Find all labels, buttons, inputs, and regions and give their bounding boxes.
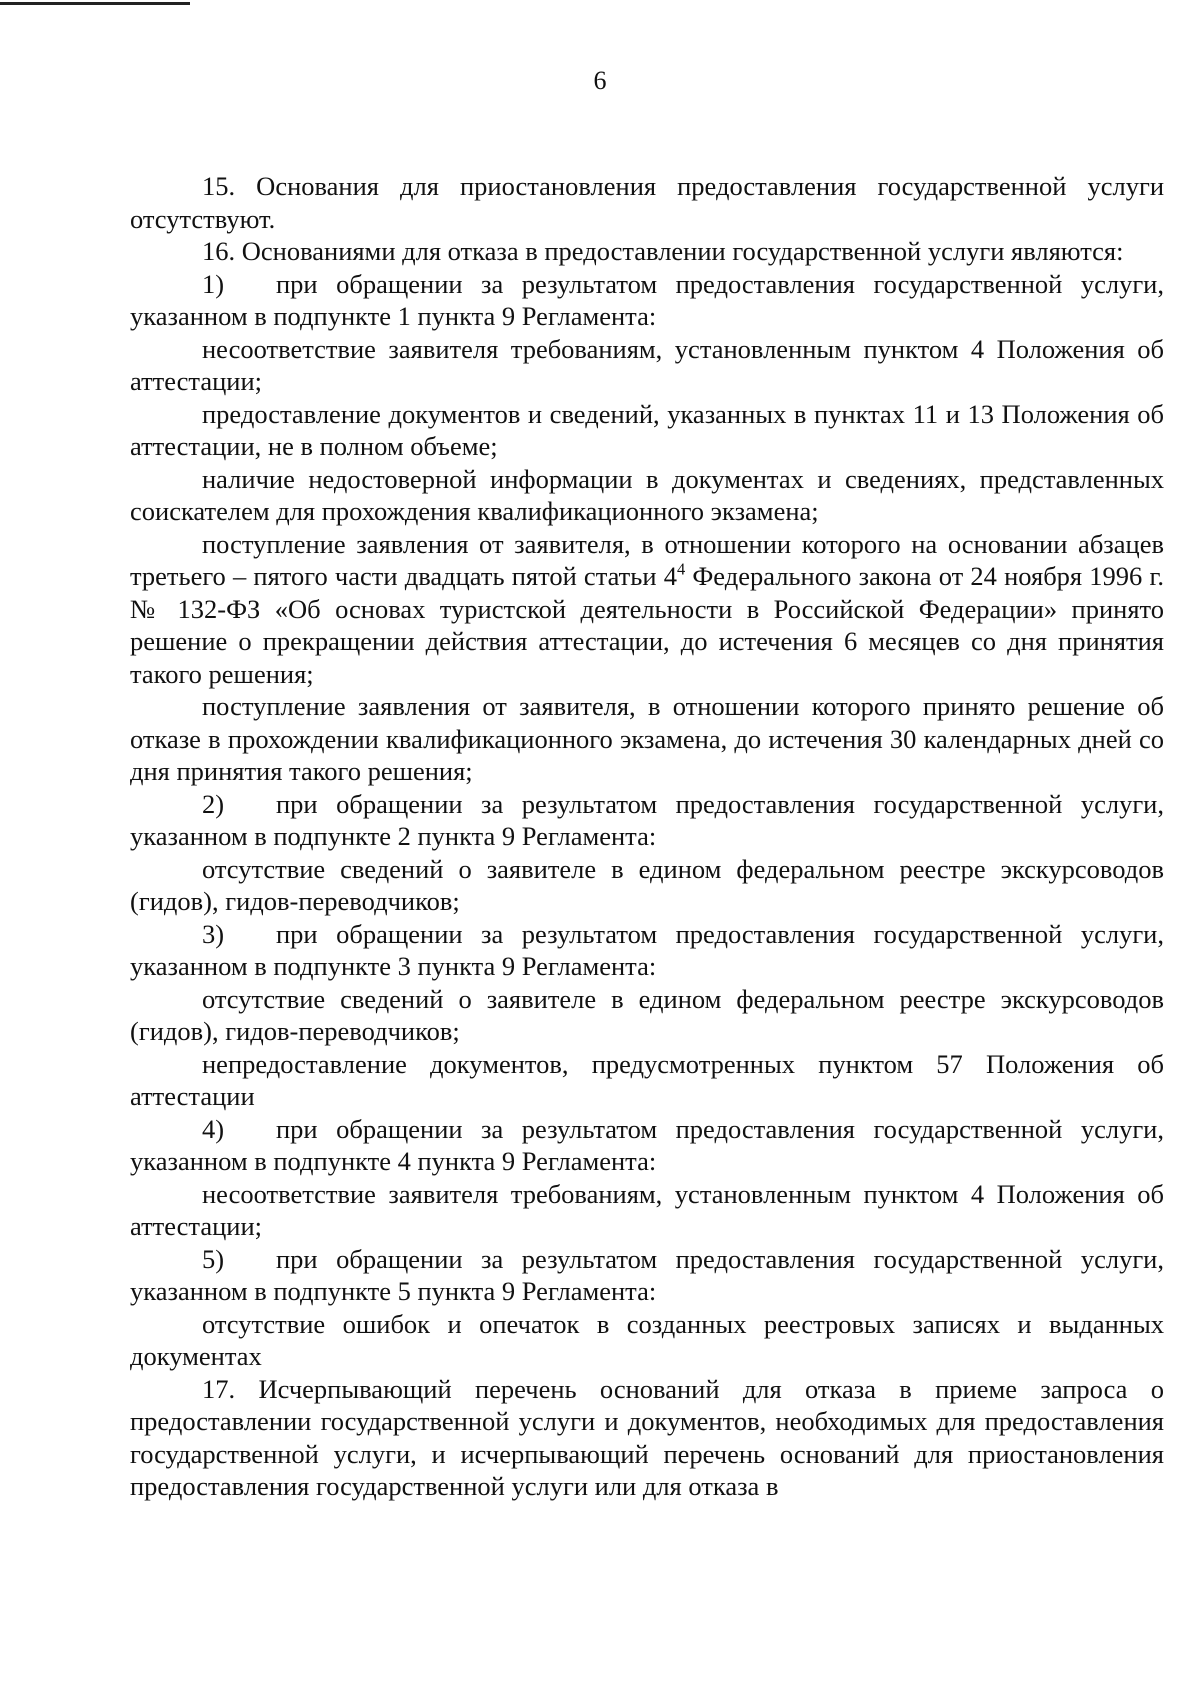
ground-4-1: несоответствие заявителя требованиям, установленным пунктом 4 Положения об аттестации; <box>130 1178 1164 1241</box>
subitem-2 <box>130 788 1164 853</box>
subitem-4 <box>130 1113 1164 1178</box>
ground-2-1: отсутствие сведений о заявителе в едином федеральном реестре экскурсоводов (гидов), гидов-переводчиков; <box>130 853 1164 916</box>
subitem-number: 5) <box>202 1243 225 1274</box>
subitem-5 <box>130 1243 1164 1308</box>
subitem-number: 1) <box>202 268 225 299</box>
ground-5-1: отсутствие ошибок и опечаток в созданных реестровых записях и выданных документах <box>130 1308 1164 1371</box>
ground-1-1: несоответствие заявителя требованиям, установленным пунктом 4 Положения об аттестации; <box>130 333 1164 396</box>
top-left-rule <box>0 2 190 5</box>
ground-1-4 <box>130 528 1164 691</box>
subitem-3 <box>130 918 1164 983</box>
ground-1-2: предоставление документов и сведений, указанных в пунктах 11 и 13 Положения об аттестации, не в полном объеме; <box>130 398 1164 461</box>
paragraph-16: 16. Основаниями для отказа в предоставлении государственной услуги являются: <box>202 236 1124 266</box>
subitem-text: при обращении за результатом предоставления государственной услуги, указанном в подпункте 4 пункта 9 Регламента: <box>130 1113 1164 1176</box>
page-number: 6 <box>593 66 607 95</box>
subitem-number: 4) <box>202 1113 225 1144</box>
paragraph-17: 17. Исчерпывающий перечень оснований для отказа в приеме запроса о предоставлении государственной услуги и документов, необходимых для предоставления государственной услуги, и исчерпывающий перечень оснований для приостановления предоставления государственной услуги или для отказа в <box>130 1373 1164 1501</box>
subitem-number: 3) <box>202 918 225 949</box>
paragraph-15: 15. Основания для приостановления предоставления государственной услуги отсутствуют. <box>130 171 1164 234</box>
ground-3-2: непредоставление документов, предусмотренных пунктом 57 Положения об аттестации <box>130 1048 1164 1111</box>
subitem-1 <box>130 268 1164 333</box>
superscript: 4 <box>676 559 686 579</box>
subitem-text: при обращении за результатом предоставления государственной услуги, указанном в подпункте 5 пункта 9 Регламента: <box>130 1243 1164 1306</box>
ground-text: Федерального закона от 24 ноября 1996 г. № 132-ФЗ «Об основах туристской деятельности в Российской Федерации» принято решение о прекращении действия аттестации, до истечения 6 месяцев со дня принятия такого решения; <box>130 561 1164 689</box>
document-body <box>130 170 1164 1503</box>
ground-1-5: поступление заявления от заявителя, в отношении которого принято решение об отказе в прохождении квалификационного экзамена, до истечения 30 календарных дней со дня принятия такого решения; <box>130 691 1164 786</box>
ground-1-3: наличие недостоверной информации в документах и сведениях, представленных соискателем для прохождения квалификационного экзамена; <box>130 463 1164 526</box>
subitem-number: 2) <box>202 788 225 819</box>
subitem-text: при обращении за результатом предоставления государственной услуги, указанном в подпункте 1 пункта 9 Регламента: <box>130 268 1164 331</box>
subitem-text: при обращении за результатом предоставления государственной услуги, указанном в подпункте 3 пункта 9 Регламента: <box>130 918 1164 981</box>
ground-text: поступление заявления от заявителя, в отношении которого на основании абзацев третьего – пятого части двадцать пятой статьи 4 <box>130 528 1164 591</box>
subitem-text: при обращении за результатом предоставления государственной услуги, указанном в подпункте 2 пункта 9 Регламента: <box>130 788 1164 851</box>
ground-3-1: отсутствие сведений о заявителе в едином федеральном реестре экскурсоводов (гидов), гидов-переводчиков; <box>130 983 1164 1046</box>
